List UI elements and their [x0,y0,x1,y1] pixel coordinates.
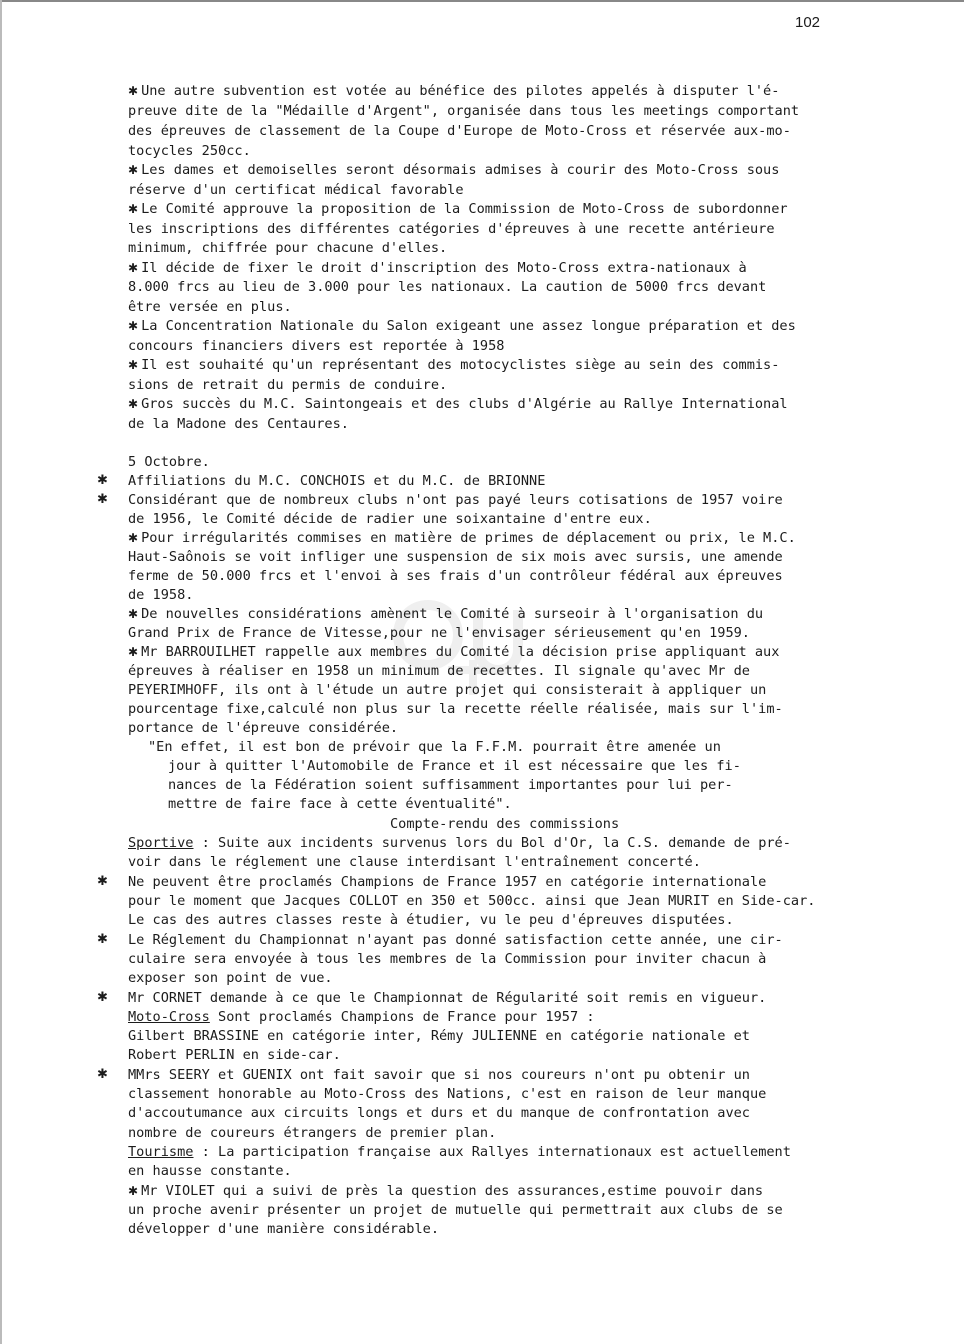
text-line [128,719,398,737]
line-text: minimum, chiffrée pour chacune d'elles. [128,240,448,256]
text-line [128,969,333,987]
text-line [128,662,750,680]
section-label: Tourisme [128,1144,194,1160]
line-text: voir dans le réglement une clause interdisant l'entraînement concerté. [128,854,701,870]
text-line [128,1143,791,1161]
line-text: Ne peuvent être proclamés Champions de France 1957 en catégorie internationale [128,874,767,890]
text-line [128,356,779,374]
line-text: "En effet, il est bon de prévoir que la F.F.M. pourrait être amenée un [148,739,721,755]
line-text: De nouvelles considérations amènent le Comité à surseoir à l'organisation du [141,606,764,622]
line-text: : La participation française aux Rallyes internationaux est actuellement [193,1144,791,1160]
line-text: preuve dite de la "Médaille d'Argent", organisée dans tous les meetings comportant [128,103,800,119]
text-line [128,681,766,699]
line-text: Les dames et demoiselles seront désormais admises à courir des Moto-Cross sous [141,162,780,178]
line-text: La Concentration Nationale du Salon exigeant une assez longue préparation et des [141,318,796,334]
bullet-asterisk-icon: ✱ [128,531,139,545]
text-line [128,298,292,316]
line-text: réserve d'un certificat médical favorable [128,182,464,198]
text-line [128,220,775,238]
line-text: de la Madone des Centaures. [128,416,349,432]
line-text: Mr CORNET demande à ce que le Championnat de Régularité soit remis en vigueur. [128,990,767,1006]
text-line [128,376,447,394]
text-line [168,795,512,813]
bullet-asterisk-icon: ✱ [128,319,139,333]
line-text: Le Réglement du Championnat n'ayant pas donné satisfaction cette année, une cir- [128,932,783,948]
text-line [128,892,815,910]
text-line [128,161,779,179]
line-text: Une autre subvention est votée au bénéfice des pilotes appelés à disputer l'é- [141,83,780,99]
line-text: exposer son point de vue. [128,970,333,986]
line-text: Grand Prix de France de Vitesse,pour ne l'envisager sérieusement qu'en 1959. [128,625,750,641]
text-line [128,82,779,100]
text-line [128,700,783,718]
page-left-border [0,0,2,1344]
text-line [128,1220,439,1238]
line-text: Compte-rendu des commissions [390,816,620,832]
text-line [128,834,791,852]
line-text: Il est souhaité qu'un représentant des motocyclistes siège au sein des commis- [141,357,780,373]
text-line [128,989,766,1007]
line-text: culaire sera envoyée à tous les membres de la Commission pour inviter chacun à [128,951,767,967]
text-line [128,1008,595,1026]
text-line [128,337,504,355]
text-line [128,1027,750,1045]
line-text: Il décide de fixer le droit d'inscription des Moto-Cross extra-nationaux à [141,260,747,276]
text-line [128,259,747,277]
text-line [128,472,545,490]
text-line [168,776,733,794]
text-line [128,122,791,140]
line-text: épreuves à réaliser en 1958 un minimum de recettes. Il signale qu'avec Mr de [128,663,750,679]
line-text: ferme de 50.000 frcs et l'envoi à ses frais d'un contrôleur fédéral aux épreuves [128,568,783,584]
text-line [128,911,734,929]
line-text: Affiliations du M.C. CONCHOIS et du M.C. de BRIONNE [128,473,546,489]
text-line [128,950,766,968]
line-text: d'accoutumance aux circuits longs et durs et du manque de confrontation avec [128,1105,750,1121]
text-line [128,200,788,218]
margin-asterisk-icon: ✱ [97,874,108,889]
text-line [128,931,783,949]
bullet-asterisk-icon: ✱ [128,358,139,372]
line-text: Considérant que de nombreux clubs n'ont pas payé leurs cotisations de 1957 voire [128,492,783,508]
text-line [128,605,763,623]
line-text: de 1958. [128,587,194,603]
line-text: Le Comité approuve la proposition de la Commission de Moto-Cross de subordonner [141,201,788,217]
text-line [128,1066,750,1084]
line-text: nombre de coureurs étrangers de premier plan. [128,1125,497,1141]
bullet-asterisk-icon: ✱ [128,607,139,621]
bullet-asterisk-icon: ✱ [128,84,139,98]
section-label: Sportive [128,835,194,851]
text-line [390,815,619,833]
line-text: pour le moment que Jacques COLLOT en 350 et 500cc. ainsi que Jean MURIT en Side-car. [128,893,816,909]
bullet-asterisk-icon: ✱ [128,163,139,177]
line-text: concours financiers divers est reportée à 1958 [128,338,505,354]
margin-asterisk-icon: ✱ [97,473,108,488]
section-label: Moto-Cross [128,1009,210,1025]
line-text: jour à quitter l'Automobile de France et il est nécessaire que les fi- [168,758,741,774]
margin-asterisk-icon: ✱ [97,990,108,1005]
text-line [128,491,783,509]
line-text: en hausse constante. [128,1163,292,1179]
text-line [128,643,779,661]
text-line [128,529,796,547]
text-line [128,395,788,413]
text-line [128,415,349,433]
text-line [128,1085,766,1103]
line-text: Mr VIOLET qui a suivi de près la question des assurances,estime pouvoir dans [141,1183,764,1199]
text-line [128,1104,750,1122]
bullet-asterisk-icon: ✱ [128,202,139,216]
text-line [128,624,750,642]
margin-asterisk-icon: ✱ [97,1067,108,1082]
text-line [128,1162,292,1180]
text-line [128,102,799,120]
margin-asterisk-icon: ✱ [97,492,108,507]
bullet-asterisk-icon: ✱ [128,1184,139,1198]
line-text: sions de retrait du permis de conduire. [128,377,448,393]
line-text: les inscriptions des différentes catégories d'épreuves à une recette antérieure [128,221,775,237]
line-text: mettre de faire face à cette éventualité". [168,796,512,812]
bullet-asterisk-icon: ✱ [128,645,139,659]
line-text: 8.000 frcs au lieu de 3.000 pour les nationaux. La caution de 5000 frcs devant [128,279,767,295]
page-number: 102 [795,14,821,31]
bullet-asterisk-icon: ✱ [128,397,139,411]
line-text: un proche avenir présenter un projet de mutuelle qui permettrait aux clubs de se [128,1202,783,1218]
line-text: Robert PERLIN en side-car. [128,1047,341,1063]
line-text: être versée en plus. [128,299,292,315]
text-line [148,738,721,756]
text-line [128,239,447,257]
text-line [128,1201,783,1219]
line-text: Haut-Saônois se voit infliger une suspension de six mois avec sursis, une amende [128,549,783,565]
page-top-border [0,0,964,2]
text-line [128,567,783,585]
text-line [128,453,210,471]
text-line [128,317,796,335]
line-text: portance de l'épreuve considérée. [128,720,399,736]
margin-asterisk-icon: ✱ [97,932,108,947]
line-text: MMrs SEERY et GUENIX ont fait savoir que si nos coureurs n'ont pu obtenir un [128,1067,750,1083]
text-line [128,853,701,871]
line-text: développer d'une manière considérable. [128,1221,439,1237]
text-line [128,873,766,891]
line-text: classement honorable au Moto-Cross des Nations, c'est en raison de leur manque [128,1086,767,1102]
line-text: Le cas des autres classes reste à étudier, vu le peu d'épreuves disputées. [128,912,734,928]
line-text: 5 Octobre. [128,454,210,470]
text-line [128,548,783,566]
line-text: de 1956, le Comité décide de radier une soixantaine d'entre eux. [128,511,652,527]
text-line [168,757,741,775]
text-line [128,278,766,296]
text-line [128,510,652,528]
line-text: : Suite aux incidents survenus lors du Bol d'Or, la C.S. demande de pré- [193,835,791,851]
line-text: pourcentage fixe,calculé non plus sur la recette réelle réalisée, mais sur l'im- [128,701,783,717]
line-text: Mr BARROUILHET rappelle aux membres du Comité la décision prise appliquant aux [141,644,780,660]
text-line [128,1046,341,1064]
line-text: PEYERIMHOFF, ils ont à l'étude un autre projet qui consisterait à appliquer un [128,682,767,698]
text-line [128,1182,763,1200]
text-line [128,142,251,160]
line-text: nances de la Fédération soient suffisamment importantes pour lui per- [168,777,733,793]
line-text: des épreuves de classement de la Coupe d'Europe de Moto-Cross et réservée aux-mo- [128,123,791,139]
line-text: Sont proclamés Champions de France pour 1957 : [209,1009,595,1025]
line-text: Gilbert BRASSINE en catégorie inter, Rémy JULIENNE en catégorie nationale et [128,1028,750,1044]
text-line [128,586,193,604]
text-line [128,1124,496,1142]
bullet-asterisk-icon: ✱ [128,261,139,275]
line-text: tocycles 250cc. [128,143,251,159]
text-line [128,181,464,199]
line-text: Pour irrégularités commises en matière de primes de déplacement ou prix, le M.C. [141,530,796,546]
line-text: Gros succès du M.C. Saintongeais et des clubs d'Algérie au Rallye International [141,396,788,412]
